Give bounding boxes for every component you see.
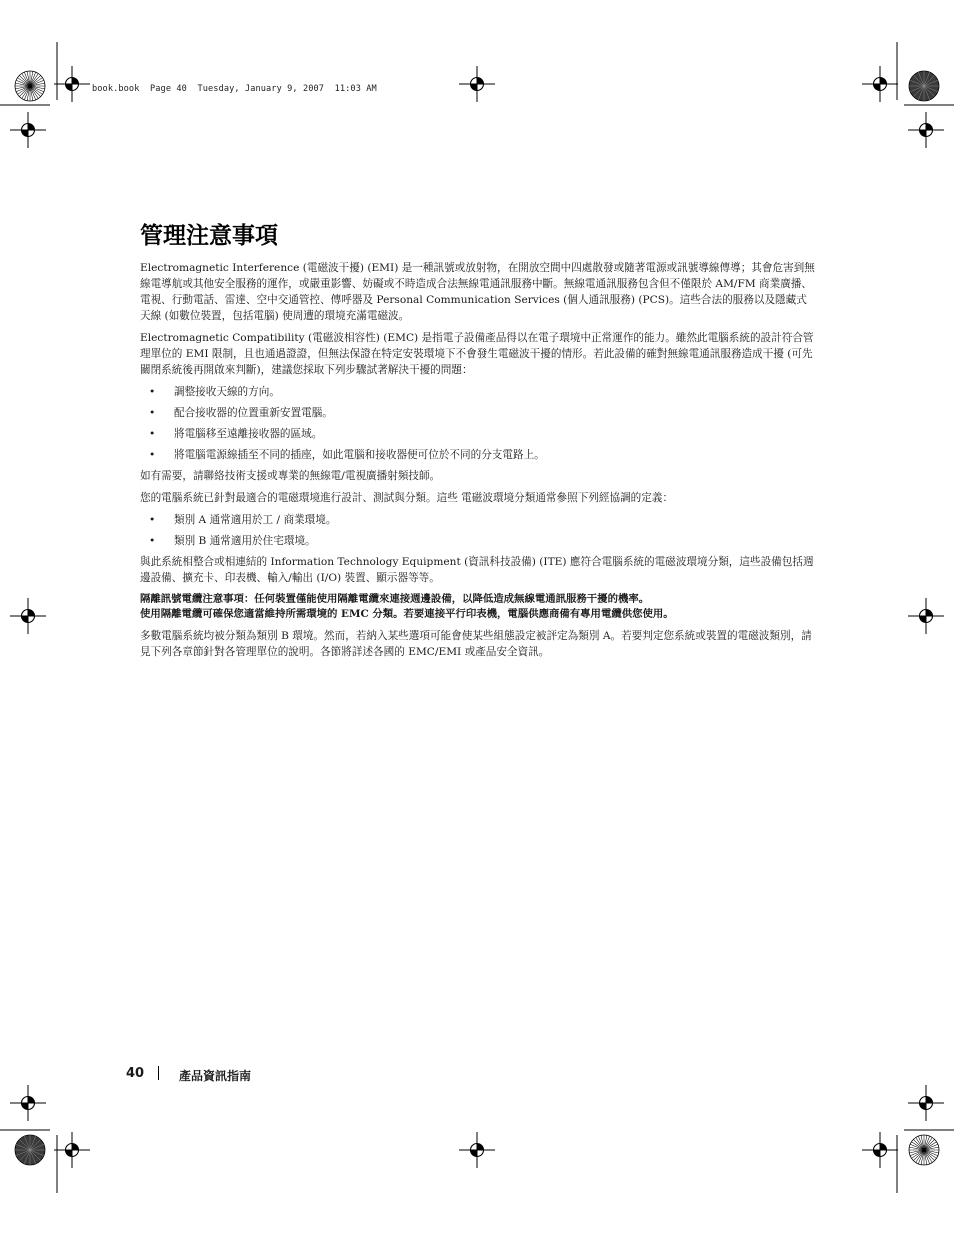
page-number: 40: [126, 1066, 145, 1081]
classification-intro: 您的電腦系統已針對最適合的電磁環境進行設計、測試與分類。這些 電磁波環境分類通常參照下列經協調的定義：: [140, 492, 674, 504]
list-item: • 類別 B 通常適用於住宅環境。: [149, 535, 316, 547]
emc-paragraph: Electromagnetic Compatibility (電磁波相容性) (EMC) 是指電子設備產品得以在電子環境中正常運作的能力。雖然此電腦系統的設計符合管理單位的 EMI 限制，且也通過證證，但無法保證在特定安裝環境下不會發生電磁波干擾的情形。若此設備的確對無線電通訊服務造成干擾 (可先關閉系統後再開啟來判斷)，建議您採取下列步驟試著解決干擾的問題：: [140, 332, 814, 376]
print-header: book.book Page 40 Tuesday, January 9, 2007 11:03 AM: [92, 84, 377, 94]
notice-line-2: 使用隔離電纜可確保您適當維持所需環境的 EMC 分類。若要連接平行印表機，電腦供應商備有專用電纜供您使用。: [140, 608, 674, 620]
interference-steps-list: [140, 384, 816, 463]
closing-paragraph: 多數電腦系統均被分類為類別 B 環境。然而，若納入某些選項可能會使某些組態設定被評定為類別 A。若要判定您系統或裝置的電磁波類別，請見下列各章節針對各管理單位的說明。各節將詳述各國的 EMC/EMI 或產品安全資訊。: [140, 630, 812, 658]
bullet-icon: •: [149, 428, 156, 440]
emi-paragraph: Electromagnetic Interference (電磁波干擾) (EMI) 是一種訊號或放射物，在開放空間中四處散發或隨著電源或訊號導線傳導；其會危害到無線電導航或其他安全服務的運作，或嚴重影響、妨礙或不時造成合法無線電通訊服務中斷。無線電通訊服務包含但不僅限於 AM/FM 商業廣播、電視、行動電話、雷達、空中交通管控、傳呼器及 Personal Communication Services (個人通訊服務) (PCS)。這些合法的服務以及隱藏式天線 (如數位裝置，包括電腦) 使周遭的環境充滿電磁波。: [140, 262, 815, 322]
list-item: • 類別 A 通常適用於工 / 商業環境。: [149, 514, 337, 526]
bullet-icon: •: [149, 514, 156, 526]
book-title: 產品資訊指南: [179, 1069, 252, 1083]
footer-divider: [158, 1066, 159, 1080]
help-paragraph: 如有需要，請聯絡技術支援或專業的無線電/電視廣播射頻技師。: [140, 470, 441, 482]
page-content: [140, 222, 816, 666]
class-list: [140, 512, 816, 549]
list-item: • 將電腦移至遠離接收器的區域。: [149, 428, 323, 440]
bullet-icon: •: [149, 449, 156, 461]
shielded-cable-notice: [140, 592, 816, 622]
page-title: 管理注意事項: [140, 223, 278, 249]
bullet-icon: •: [149, 535, 156, 547]
bullet-icon: •: [149, 386, 156, 398]
ite-paragraph: 與此系統相整合或相連結的 Information Technology Equipment (資訊科技設備) (ITE) 應符合電腦系統的電磁波環境分類，這些設備包括週邊設備、擴充卡、印表機、輸入/輸出 (I/O) 裝置、顯示器等等。: [140, 556, 814, 584]
list-item: • 將電腦電源線插至不同的插座，如此電腦和接收器便可位於不同的分支電路上。: [149, 449, 545, 461]
bullet-icon: •: [149, 407, 156, 419]
notice-line-1: 隔離訊號電纜注意事項：任何裝置僅能使用隔離電纜來連接週邊設備，以降低造成無線電通訊服務干擾的機率。: [140, 593, 650, 605]
list-item: • 調整接收天線的方向。: [149, 386, 280, 398]
list-item: • 配合接收器的位置重新安置電腦。: [149, 407, 333, 419]
